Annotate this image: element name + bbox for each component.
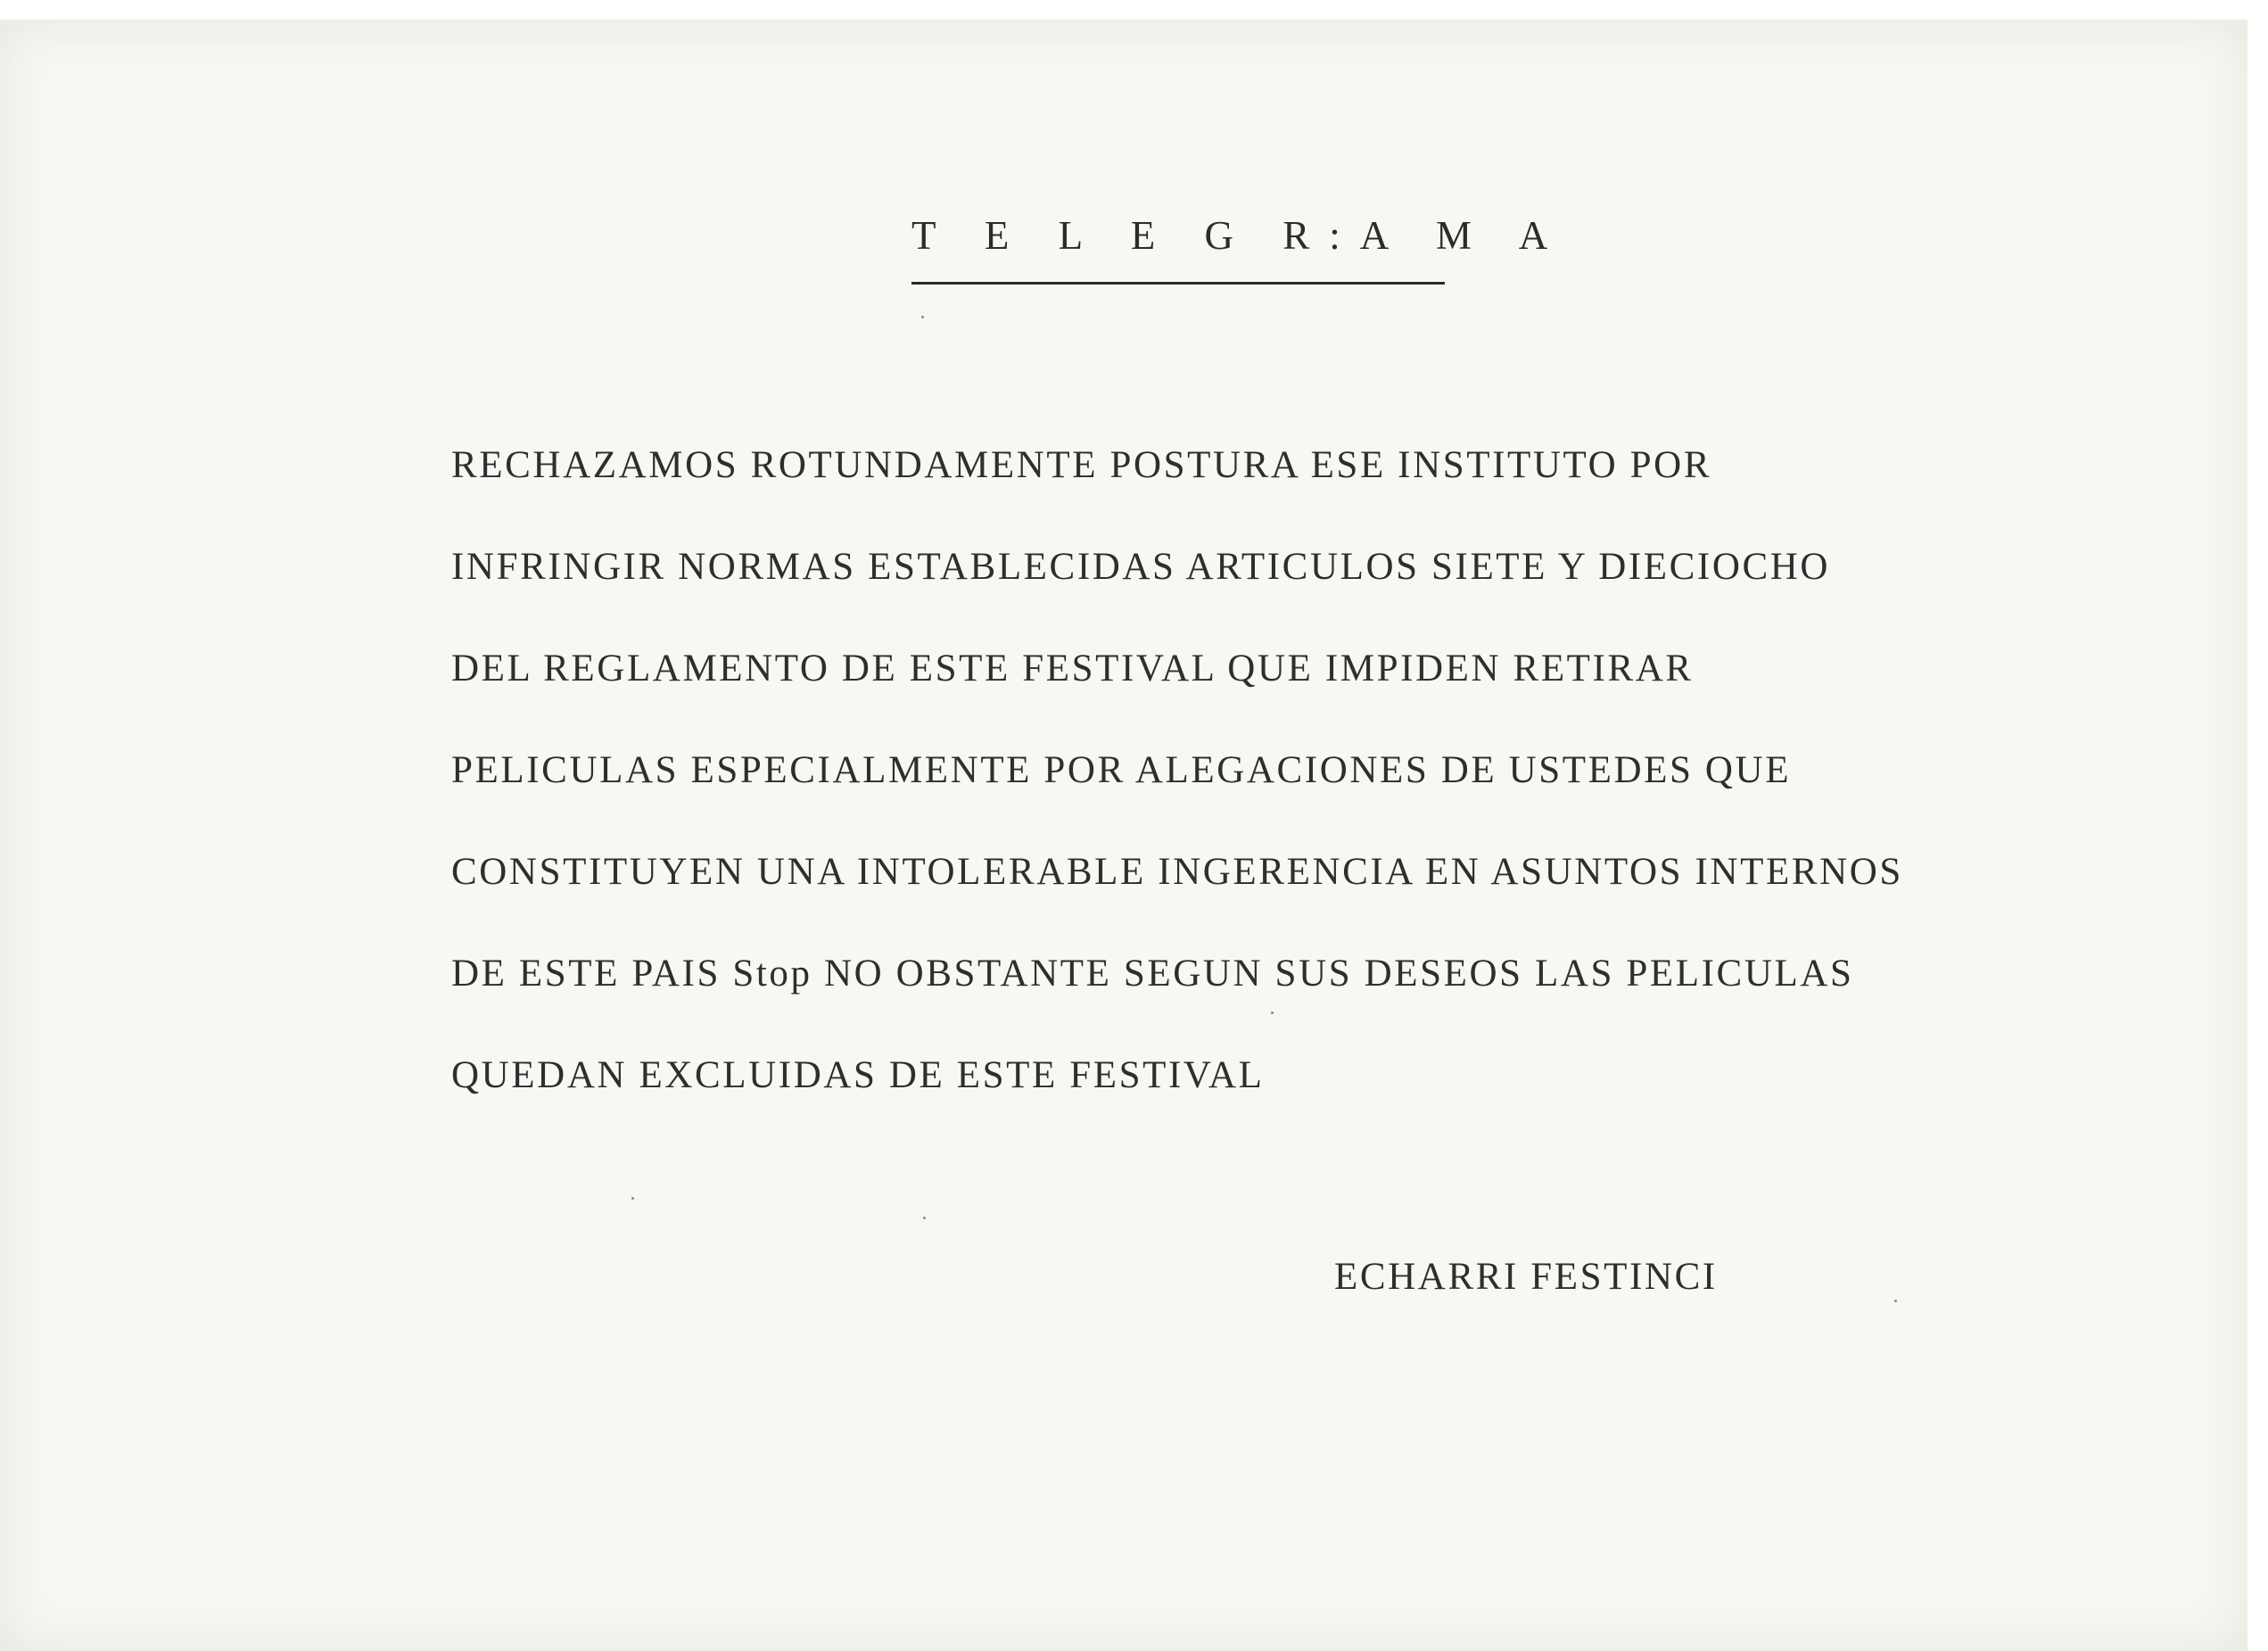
document-title: T E L E G R:A M A xyxy=(911,213,1568,258)
body-line: CONSTITUYEN UNA INTOLERABLE INGERENCIA EN ASUNTOS INTERNOS xyxy=(451,851,1903,893)
paper-speck xyxy=(923,1217,926,1219)
telegram-body xyxy=(451,430,2235,1142)
telegram-sheet xyxy=(0,20,2247,1651)
title-block xyxy=(911,209,1568,262)
body-line: DEL REGLAMENTO DE ESTE FESTIVAL QUE IMPIDEN RETIRAR xyxy=(451,648,1694,689)
signature: ECHARRI FESTINCI xyxy=(1334,1256,1718,1298)
title-underline xyxy=(911,282,1445,285)
scan-top-margin xyxy=(0,0,2268,20)
body-line: INFRINGIR NORMAS ESTABLECIDAS ARTICULOS SIETE Y DIECIOCHO xyxy=(451,546,1831,588)
paper-speck xyxy=(1894,1300,1897,1302)
body-line: DE ESTE PAIS Stop NO OBSTANTE SEGUN SUS DESEOS LAS PELICULAS xyxy=(451,953,1854,995)
body-line: PELICULAS ESPECIALMENTE POR ALEGACIONES DE USTEDES QUE xyxy=(451,749,1792,791)
paper-speck xyxy=(631,1197,634,1200)
paper-speck xyxy=(1271,1011,1274,1014)
scan-right-margin xyxy=(2247,0,2268,1651)
body-line: RECHAZAMOS ROTUNDAMENTE POSTURA ESE INSTITUTO POR xyxy=(451,444,1712,486)
body-line: QUEDAN EXCLUIDAS DE ESTE FESTIVAL xyxy=(451,1054,1265,1096)
paper-speck xyxy=(921,316,924,318)
